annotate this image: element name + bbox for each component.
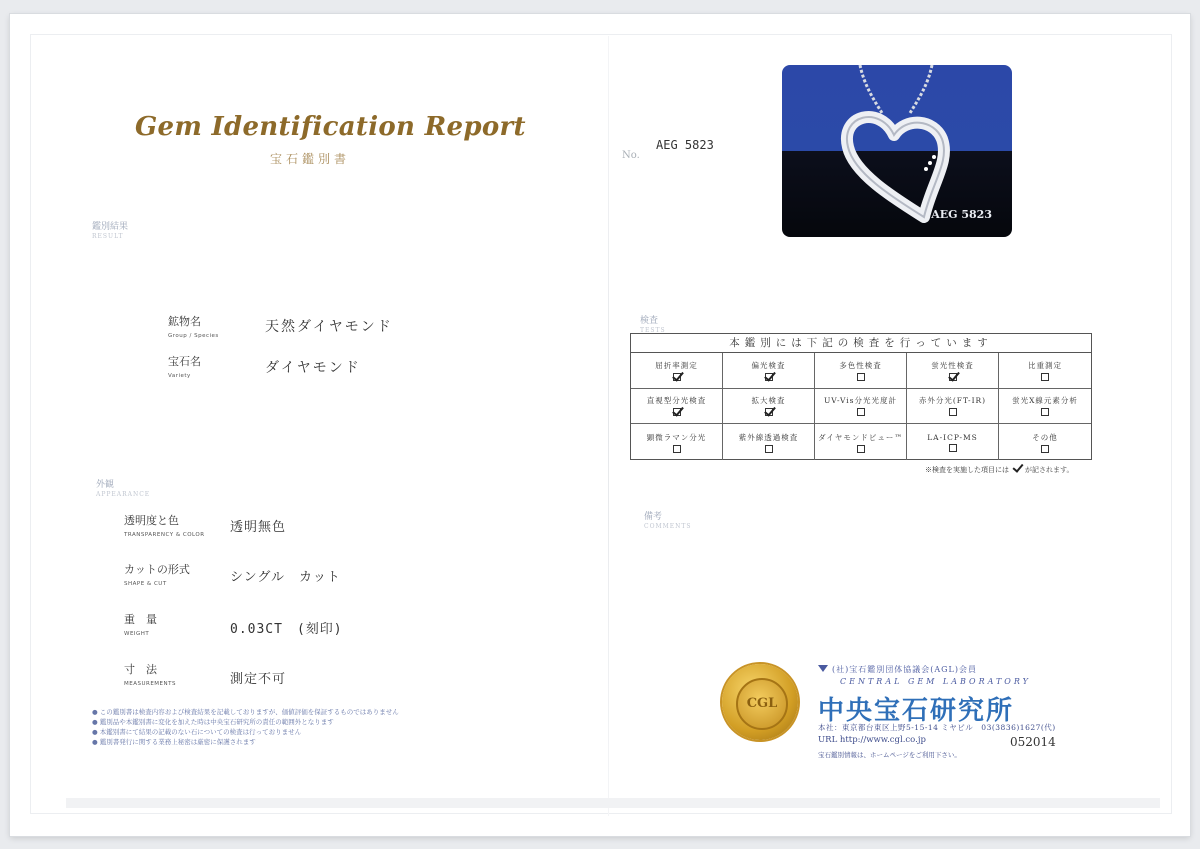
report-number: AEG 5823 (656, 138, 714, 152)
seal-text: CGL (746, 696, 778, 711)
checked-box-icon (673, 373, 681, 381)
test-item (907, 353, 999, 389)
test-item (907, 424, 999, 460)
center-fold (608, 36, 609, 816)
test-item-label: UV-Vis分光光度計 (823, 396, 898, 406)
lab-member: (社)宝石鑑別団体協議会(AGL)会員 (818, 664, 977, 675)
checked-box-icon (949, 373, 957, 381)
test-item (907, 389, 999, 425)
variety-label: 宝石名 Variety (168, 355, 201, 379)
test-item-label: 赤外分光(FT-IR) (918, 396, 987, 406)
report-title: Gem Identification Report (135, 112, 526, 142)
disclaimer-note: ● 本鑑別書にて結果の記載のない石についての検査は行っておりません (92, 727, 399, 737)
checked-box-icon (765, 373, 773, 381)
lab-code: 052014 (1010, 735, 1056, 749)
tests-note: ※検査を実施した項目には が記されます。 (925, 462, 1073, 475)
test-item-label: 屈折率測定 (655, 360, 698, 370)
cgl-seal-icon (722, 664, 798, 740)
tests-grid (631, 353, 1091, 460)
unchecked-box-icon (857, 373, 865, 381)
test-item (999, 424, 1091, 460)
test-item (815, 389, 907, 425)
test-item-label: LA-ICP-MS (927, 432, 978, 442)
measurements-value: 測定不可 (230, 672, 287, 687)
cut-value: シングル カット (230, 570, 341, 585)
result-section-label: 鑑別結果 RESULT (92, 222, 129, 240)
test-item-label: その他 (1032, 432, 1058, 442)
test-item-label: ダイヤモンドビュー™ (818, 432, 903, 442)
test-item-label: 比重測定 (1028, 360, 1062, 370)
unchecked-box-icon (673, 445, 681, 453)
test-item-label: 拡大検査 (751, 396, 786, 406)
disclaimer-notes (92, 707, 399, 747)
test-item-label: 多色性検査 (839, 360, 882, 370)
disclaimer-note: ● この鑑別書は検査内容および検査結果を記載しておりますが、価値評価を保証するものではありません (92, 707, 399, 717)
disclaimer-note: ● 鑑別品や本鑑別書に変化を加えた時は中央宝石研究所の責任の範囲外となります (92, 717, 399, 727)
transparency-value: 透明無色 (230, 520, 287, 535)
unchecked-box-icon (1041, 373, 1049, 381)
disclaimer-note: ● 鑑別書発行に関する業務上秘密は厳密に保護されます (92, 737, 399, 747)
test-item (999, 389, 1091, 425)
weight-label: 重 量 WEIGHT (124, 613, 157, 637)
transparency-label: 透明度と色 TRANSPARENCY & COLOR (124, 514, 205, 538)
test-item (723, 353, 815, 389)
lab-name-en: CENTRAL GEM LABORATORY (840, 677, 1031, 686)
check-mark-icon (1012, 461, 1023, 473)
variety-value: ダイヤモンド (265, 360, 361, 376)
measurements-label: 寸 法 MEASUREMENTS (124, 663, 176, 687)
test-item (999, 353, 1091, 389)
test-item (631, 389, 723, 425)
unchecked-box-icon (949, 408, 957, 416)
weight-value: 0.03CT (刻印) (230, 622, 343, 637)
test-item (723, 389, 815, 425)
unchecked-box-icon (857, 445, 865, 453)
species-label: 鉱物名 Group / Species (168, 315, 219, 339)
test-item-label: 偏光検査 (751, 360, 786, 370)
test-item-label: 蛍光性検査 (931, 360, 974, 370)
test-item-label: 蛍光X線元素分析 (1012, 396, 1078, 406)
appearance-section-label: 外観 APPEARANCE (96, 480, 151, 498)
photo-caption: AEG 5823 (931, 208, 992, 221)
test-item-label: 顕微ラマン分光 (646, 432, 707, 442)
unchecked-box-icon (1041, 445, 1049, 453)
lab-url: URL http://www.cgl.co.jp (818, 735, 926, 745)
unchecked-box-icon (1041, 408, 1049, 416)
gem-photo (782, 65, 1012, 237)
checked-box-icon (765, 408, 773, 416)
footer-strip (66, 798, 1160, 808)
test-item (631, 424, 723, 460)
test-item (631, 353, 723, 389)
test-item (815, 353, 907, 389)
test-item (723, 424, 815, 460)
unchecked-box-icon (765, 445, 773, 453)
test-item-label: 紫外線透過検査 (738, 432, 799, 442)
checked-box-icon (673, 408, 681, 416)
tests-section-label: 検査 TESTS (640, 316, 666, 334)
cut-label: カットの形式 SHAPE & CUT (124, 563, 190, 587)
test-item-label: 直視型分光検査 (646, 396, 707, 406)
unchecked-box-icon (949, 444, 957, 452)
lab-note: 宝石鑑別情報は、ホームページをご利用下さい。 (818, 751, 961, 759)
species-value: 天然ダイヤモンド (265, 319, 393, 335)
test-item (815, 424, 907, 460)
agl-diamond-icon (818, 665, 828, 672)
lab-name: 中央宝石研究所 (818, 696, 1015, 726)
tests-header: 本鑑別には下記の検査を行っています (631, 334, 1091, 353)
unchecked-box-icon (857, 408, 865, 416)
remarks-section-label: 備考 COMMENTS (644, 512, 692, 530)
report-number-label: No. (622, 150, 640, 161)
lab-address: 本社：東京都台東区上野5-15-14 ミヤビル 03(3836)1627(代) (818, 723, 1056, 732)
tests-table (630, 333, 1092, 460)
report-subtitle: 宝石鑑別書 (270, 152, 351, 166)
